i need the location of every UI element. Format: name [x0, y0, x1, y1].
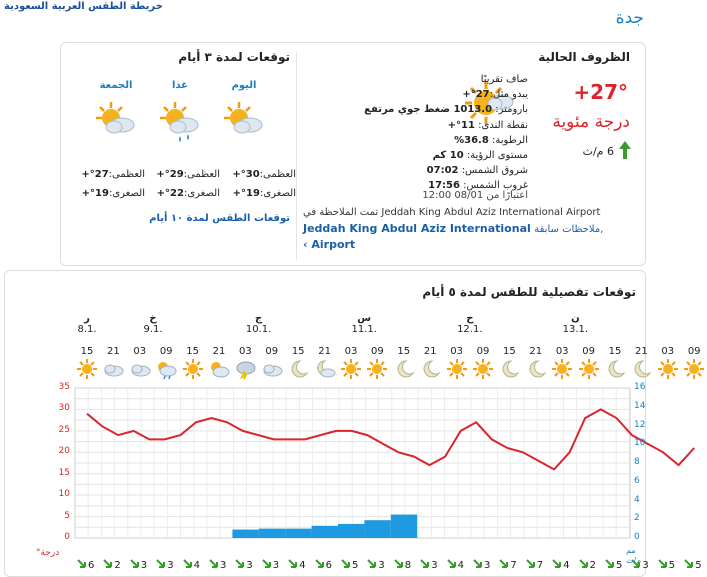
sun-cloud-icon	[208, 359, 230, 379]
wind-arrow-icon	[394, 559, 403, 571]
precip-bar	[338, 524, 364, 538]
forecast-day-header	[555, 313, 595, 335]
forecast-hour: 09	[687, 346, 701, 357]
day-name: الجمعة	[99, 80, 133, 91]
day-letter: س	[357, 313, 372, 324]
wind-speed-value: 5	[352, 559, 359, 571]
wind-cell	[262, 559, 279, 571]
day-letter: خ	[149, 313, 157, 324]
forecast-hour: 09	[371, 346, 384, 357]
temperature-unit-label: درجة مئوية	[552, 112, 630, 132]
day-letter: ج	[254, 313, 263, 324]
wind-cell	[77, 559, 94, 571]
forecast-hour: 21	[529, 346, 543, 357]
card-divider	[296, 52, 297, 260]
moon-icon	[525, 359, 547, 379]
wind-arrow-icon	[209, 559, 218, 571]
wind-speed-value: 6	[325, 559, 332, 571]
day-letter: ن	[571, 313, 580, 324]
wind-cell	[579, 559, 596, 571]
forecast-day-header	[344, 313, 384, 335]
wind-speed-value: 8	[404, 559, 412, 571]
sun-cloud-icon	[94, 101, 138, 141]
temperature-precip-chart	[0, 380, 650, 548]
forecast-day-header	[239, 313, 279, 335]
forecast-day-header	[450, 313, 490, 335]
wind-cell	[103, 559, 120, 571]
wind-arrow-icon	[235, 559, 244, 571]
forecast-hour: 09	[582, 346, 595, 357]
precip-bar	[312, 526, 338, 538]
weather-map-link[interactable]: خريطة الطقس العربية السعودية	[4, 1, 163, 12]
wind-arrow-icon	[684, 559, 693, 571]
wind-speed-value: 5	[695, 559, 702, 571]
forecast-hour: 03	[133, 346, 147, 357]
wind-unit-label: م/ث	[626, 556, 642, 565]
left-tick-label: 10	[58, 489, 70, 500]
wind-arrow-icon	[447, 559, 456, 571]
detail-row: نقطة الندى: 11°+	[447, 119, 528, 131]
forecast-hour: 03	[555, 346, 569, 357]
right-tick-label: 6	[634, 475, 640, 486]
detail-row: شروق الشمس: 07:02	[426, 165, 528, 177]
detail-row: صاف تقريبًا	[480, 74, 528, 85]
forecast-day-tomorrow[interactable]	[151, 80, 209, 149]
wind-cell	[288, 559, 305, 571]
sun-icon	[551, 359, 573, 379]
sun-icon	[182, 359, 204, 379]
storm-icon	[234, 359, 256, 379]
detail-row: مستوى الرؤية: 10 كم	[432, 150, 528, 162]
station-row	[303, 222, 603, 235]
wind-speed-value: 2	[114, 559, 121, 571]
day-date: 13.1.	[562, 324, 589, 335]
forecast-hour: 21	[635, 346, 648, 357]
wind-cell	[658, 559, 675, 571]
cloud-icon	[102, 359, 124, 379]
precip-bar	[232, 530, 258, 538]
precip-unit-label: مم	[626, 546, 636, 555]
day-date: 11.1.	[351, 324, 377, 335]
sun-rain-icon	[155, 359, 177, 379]
wind-speed-value: 5	[616, 559, 623, 571]
observation-time: اعتبارًا من 08/01 12:00	[422, 190, 528, 201]
cloud-icon	[129, 359, 151, 379]
left-tick-label: 25	[58, 424, 70, 435]
wind-speed-value: 7	[510, 559, 517, 571]
wind-speed-value: 3	[246, 559, 253, 571]
sun-icon	[472, 359, 494, 379]
station-link[interactable]: Jeddah King Abdul Aziz International	[303, 222, 531, 235]
moon-icon	[604, 359, 626, 379]
forecast-hour: 15	[503, 346, 516, 357]
wind-arrow-icon	[315, 559, 324, 571]
station-link-airport[interactable]: ‹ Airport	[303, 238, 356, 251]
wind-arrow-icon	[420, 559, 429, 571]
wind-cell	[605, 559, 622, 571]
wind-cell	[526, 559, 543, 571]
moon-icon	[287, 359, 309, 379]
forecast-hour: 03	[661, 346, 675, 357]
wind-arrow-icon	[77, 559, 86, 571]
forecast-hour: 15	[80, 346, 94, 357]
forecast-hour: 03	[239, 346, 252, 357]
right-tick-label: 0	[634, 532, 640, 542]
precip-bar	[259, 529, 285, 538]
moon-icon	[498, 359, 520, 379]
wind-cell	[209, 559, 226, 571]
forecast-hour: 09	[265, 346, 279, 357]
wind-arrow-icon	[605, 559, 614, 571]
wind-arrow-icon	[262, 559, 271, 571]
day-date: 9.1.	[143, 324, 163, 335]
detail-row: يبدو مثل:27°+	[462, 89, 528, 101]
wind-speed-value: 3	[272, 559, 280, 571]
current-temperature: °‏27+	[573, 80, 628, 104]
right-tick-label: 4	[634, 494, 640, 505]
sun-icon	[446, 359, 468, 379]
wind-cell	[394, 559, 411, 571]
wind-cell	[156, 559, 173, 571]
day-date: 10.1.	[245, 324, 272, 335]
wind-speed-value: 4	[193, 559, 200, 571]
wind-speed-value: 3	[642, 559, 649, 571]
wind-speed-value: 3	[378, 559, 385, 571]
forecast-hour: 21	[318, 346, 331, 357]
moon-cloud-icon	[314, 359, 336, 379]
left-tick-label: 15	[58, 467, 70, 478]
city-title: جدة	[615, 8, 644, 28]
wind-cell	[499, 559, 516, 571]
day-date: 12.1.	[457, 324, 483, 335]
forecast-hour: 15	[186, 346, 199, 357]
right-tick-label: 12	[634, 419, 646, 430]
wind-arrow-icon	[618, 140, 632, 163]
forecast-hour: 21	[107, 346, 120, 357]
forecast-day-today[interactable]	[215, 80, 273, 145]
forecast-hour: 03	[344, 346, 358, 357]
sun-icon	[683, 359, 705, 379]
forecast-hour: 15	[397, 346, 411, 357]
wind-arrow-icon	[367, 559, 376, 571]
forecast-day-header	[133, 313, 173, 335]
wind-arrow-icon	[103, 559, 112, 571]
tomorrow-minmax: العظمى:29°+ الصغرى:22°+	[156, 169, 220, 199]
wind-speed-value: 4	[457, 559, 464, 571]
forecast-hour: 09	[476, 346, 490, 357]
wind-speed: 6 م/ث	[582, 145, 614, 158]
wind-arrow-icon	[552, 559, 561, 571]
left-tick-label: 0	[64, 532, 70, 542]
wind-speed-value: 3	[484, 559, 491, 571]
wind-cell	[183, 559, 200, 571]
wind-speed-value: 3	[431, 559, 438, 571]
wind-arrow-icon	[130, 559, 139, 571]
current-conditions-title: الظروف الحالية	[538, 50, 630, 64]
sun-cloud-rain-icon	[158, 101, 202, 145]
wind-speed-value: 4	[563, 559, 570, 571]
wind-cell	[420, 559, 437, 571]
day-name: غدا	[171, 80, 189, 91]
detail-row: الرطوبة: 36.8%	[454, 134, 528, 146]
wind-speed-value: 5	[668, 559, 676, 571]
today-minmax: العظمى:30°+ الصغرى:19°+	[232, 169, 296, 199]
left-unit-label: °درجة	[36, 548, 60, 558]
moon-icon	[419, 359, 441, 379]
sun-icon	[578, 359, 600, 379]
wind-arrow-icon	[499, 559, 508, 571]
left-tick-label: 30	[58, 403, 70, 414]
sun-icon	[340, 359, 362, 379]
right-tick-label: 16	[634, 382, 646, 392]
forecast-hour: 03	[450, 346, 463, 357]
right-tick-label: 10	[634, 438, 646, 449]
wind-arrow-icon	[658, 559, 667, 571]
wind-arrow-icon	[156, 559, 165, 571]
wind-cell	[130, 559, 147, 571]
forecast-3day-title: توقعات لمدة ٣ أيام	[178, 50, 290, 64]
current-wind	[583, 140, 632, 163]
moon-icon	[393, 359, 415, 379]
wind-cell	[341, 559, 358, 571]
day-date: 8.1.	[77, 324, 97, 335]
forecast-5day-title: توقعات تفصيلية للطقس لمدة ٥ أيام	[422, 285, 636, 299]
left-tick-label: 35	[58, 382, 70, 392]
precip-bar	[285, 529, 311, 538]
wind-arrow-icon	[631, 559, 640, 571]
wind-arrow-icon	[288, 559, 297, 571]
forecast-hour: 21	[212, 346, 226, 357]
right-tick-label: 14	[634, 400, 646, 411]
detail-row: غروب الشمس: 17:56	[428, 180, 528, 192]
sun-icon	[657, 359, 679, 379]
wind-cell	[315, 559, 332, 571]
wind-arrow-icon	[341, 559, 350, 571]
wind-cell	[235, 559, 252, 571]
observation-location: تمت الملاحظة في Jeddah King Abdul Aziz International Airport	[303, 207, 601, 218]
wind-speed-value: 4	[299, 559, 306, 571]
wind-arrow-icon	[473, 559, 482, 571]
current-details	[364, 72, 528, 194]
wind-arrow-icon	[183, 559, 192, 571]
forecast-hour: 15	[291, 346, 305, 357]
wind-cell	[447, 559, 464, 571]
right-tick-label: 2	[634, 513, 640, 524]
detail-row: بارومتر: 1013.0 ضغط جوي مرتفع	[364, 104, 528, 116]
precip-bar	[391, 515, 417, 538]
cloud-icon	[261, 359, 283, 379]
ten-day-forecast-link[interactable]: توقعات الطقس لمدة ١٠ أيام	[149, 213, 290, 224]
wind-speed-value: 3	[220, 559, 227, 571]
sun-cloud-icon	[222, 101, 266, 141]
wind-arrow-icon	[579, 559, 588, 571]
sun-icon	[366, 359, 388, 379]
forecast-hour: 21	[423, 346, 437, 357]
wind-speed-value: 3	[140, 559, 148, 571]
wind-cell	[473, 559, 490, 571]
forecast-hour: 15	[608, 346, 622, 357]
right-tick-label: 8	[634, 457, 640, 467]
wind-cell	[552, 559, 569, 571]
sun-icon	[76, 359, 98, 379]
wind-cell	[367, 559, 384, 571]
day-letter: ح	[466, 313, 474, 324]
day-name: اليوم	[231, 80, 257, 91]
forecast-day-friday[interactable]	[87, 80, 145, 145]
forecast-hour: 09	[159, 346, 173, 357]
wind-cell	[684, 559, 701, 571]
moon-icon	[630, 359, 652, 379]
wind-arrow-icon	[526, 559, 535, 571]
forecast-day-header	[67, 313, 107, 335]
wind-cell	[631, 559, 648, 571]
left-tick-label: 5	[64, 510, 70, 521]
wind-speed-value: 2	[589, 559, 596, 571]
wind-speed-value: 3	[167, 559, 174, 571]
wind-speed-value: 7	[536, 559, 544, 571]
previous-observations-link[interactable]: ملاحظات سابقة,	[534, 224, 604, 235]
precip-bar	[364, 520, 390, 538]
left-tick-label: 20	[58, 446, 70, 457]
day-letter: ر	[84, 313, 90, 324]
wind-speed-value: 6	[88, 559, 95, 571]
friday-minmax: العظمى:27°+ الصغرى:19°+	[81, 169, 145, 199]
